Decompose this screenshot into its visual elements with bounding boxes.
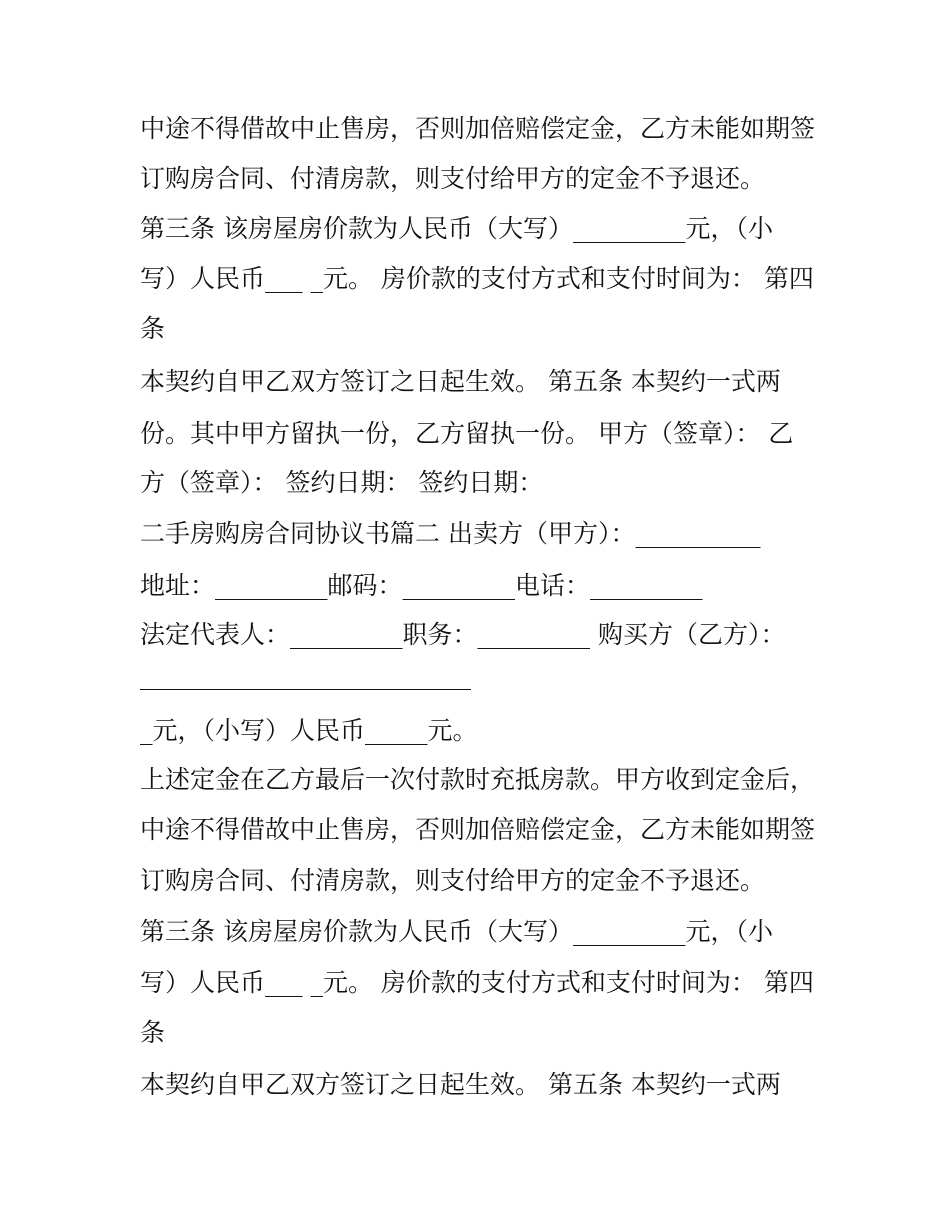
text-line: 本契约自甲乙双方签订之日起生效。 第五条 本契约一式两 [140,367,781,396]
text-line: 写）人民币___ _元。 房价款的支付方式和支付时间为： 第四 [140,968,814,997]
text-line: 中途不得借故中止售房，否则加倍赔偿定金，乙方未能如期签 [140,815,816,844]
text-line: 第三条 该房屋房价款为人民币（大写）_________元，（小 [140,214,773,243]
text-line: 第三条 该房屋房价款为人民币（大写）_________元，（小 [140,917,773,946]
text-line: 订购房合同、付清房款，则支付给甲方的定金不予退还。 [140,866,766,895]
text-line: 方（签章）： 签约日期： 签约日期： [140,468,544,497]
text-line: 上述定金在乙方最后一次付款时充抵房款。甲方收到定金后， [140,765,816,794]
text-line: 地址：_________邮码：_________电话：_________ [140,571,703,600]
text-line: 条 [140,1018,166,1047]
text-line: 份。其中甲方留执一份，乙方留执一份。 甲方（签章）： 乙 [140,419,794,448]
text-line: 条 [140,314,166,343]
text-line: _元，（小写）人民币_____元。 [140,716,478,745]
text-line: 中途不得借故中止售房，否则加倍赔偿定金，乙方未能如期签 [140,114,816,143]
text-line: 订购房合同、付清房款，则支付给甲方的定金不予退还。 [140,164,766,193]
text-line: 二手房购房合同协议书篇二 出卖方（甲方）：__________ [140,519,761,548]
text-line: 法定代表人：_________职务：_________ 购买方（乙方）： [140,620,786,649]
signature-blank-line [140,689,471,690]
text-line: 写）人民币___ _元。 房价款的支付方式和支付时间为： 第四 [140,264,814,293]
text-line: 本契约自甲乙双方签订之日起生效。 第五条 本契约一式两 [140,1070,781,1099]
